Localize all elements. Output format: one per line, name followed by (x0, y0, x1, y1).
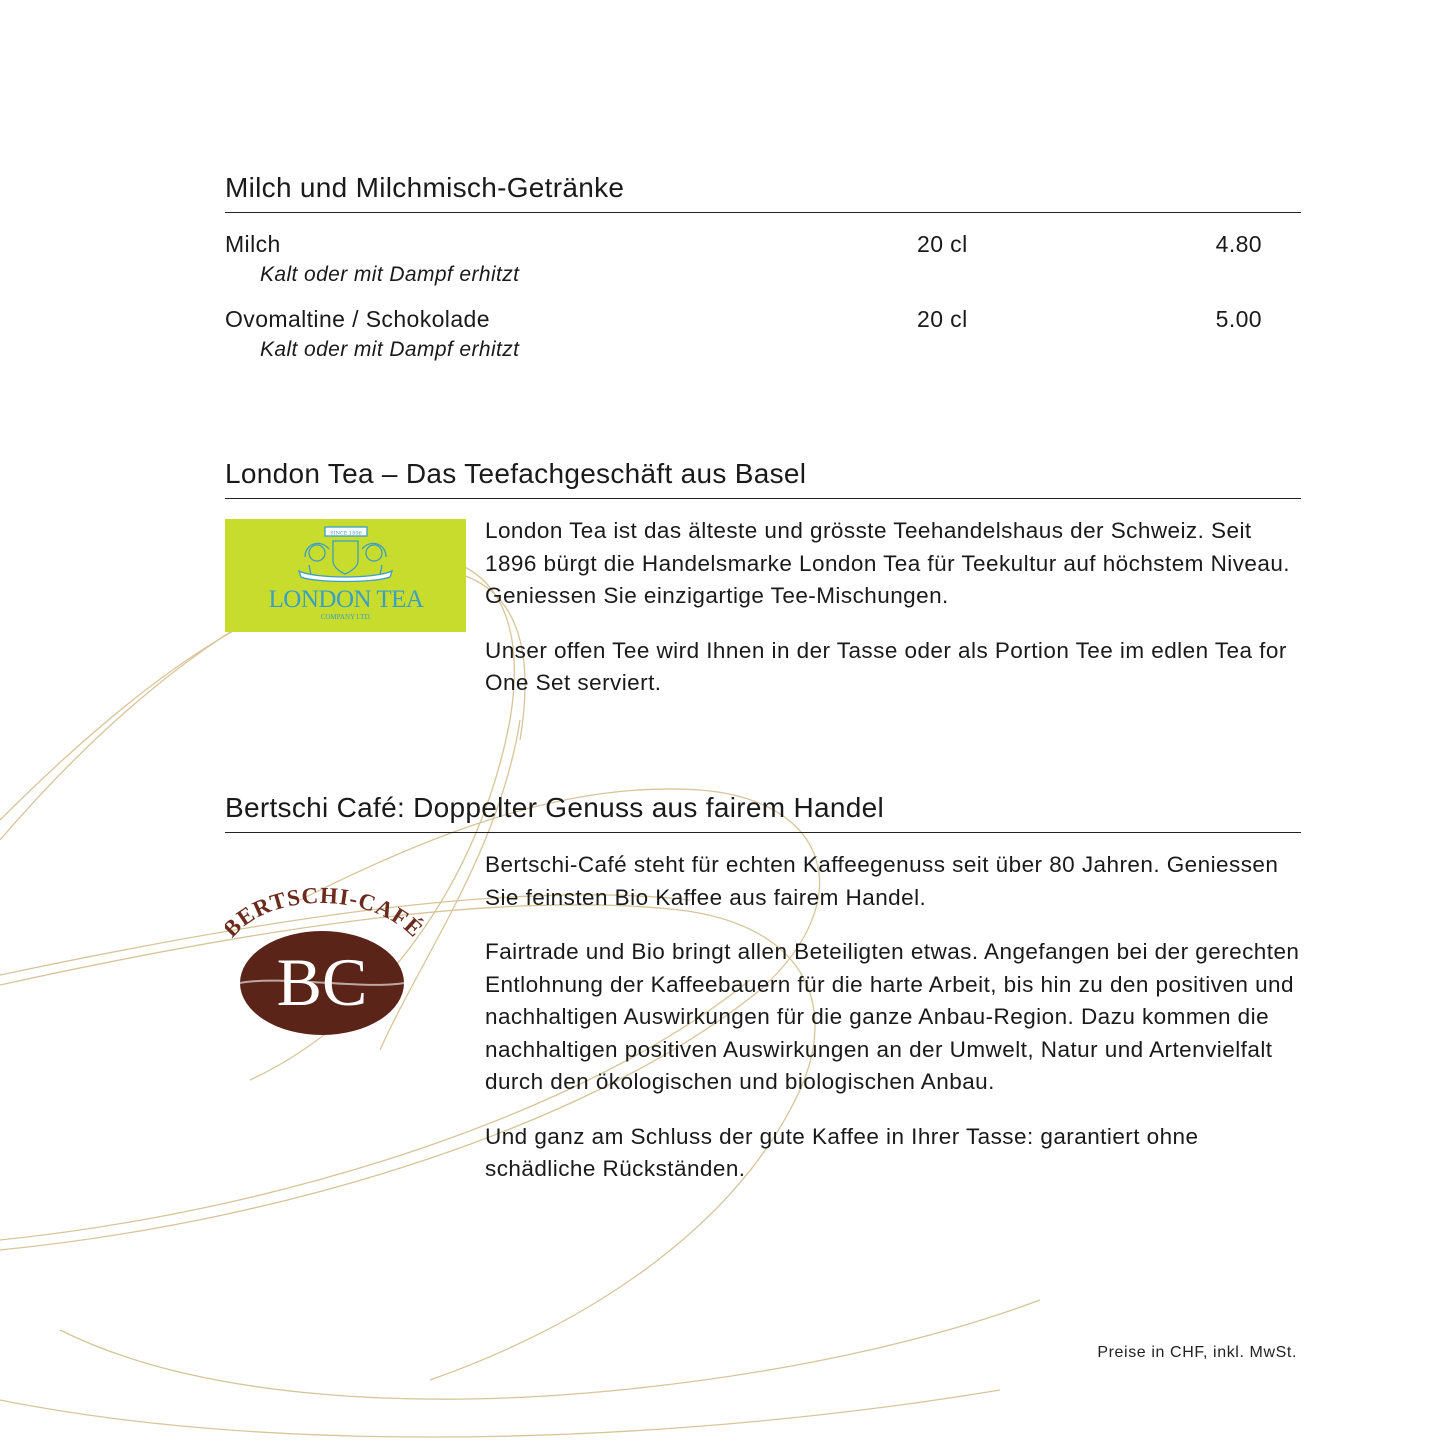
bertschi-coffee-bean-icon (225, 880, 425, 1040)
item-description: Kalt oder mit Dampf erhitzt (260, 263, 520, 286)
item-name: Ovomaltine / Schokolade (225, 306, 490, 332)
menu-item (225, 231, 1301, 303)
svg-text:BERTSCHI-CAFÉ: ERTSCHI-CAF (232, 882, 414, 932)
bertschi-cafe-logo (225, 880, 425, 1040)
paragraph: Unser offen Tee wird Ihnen in der Tasse oder als Portion Tee im edlen Tea for One Set serviert. (485, 637, 1287, 695)
item-price: 5.00 (1215, 306, 1262, 332)
bertschi-description (485, 849, 1305, 1208)
paragraph: Bertschi-Café steht für echten Kaffeegenuss seit über 80 Jahren. Geniessen Sie feinsten Bio Kaffee aus fairem Handel. (485, 852, 1279, 910)
svg-text:SINCE 1896: SINCE 1896 (330, 530, 362, 537)
london-tea-description (485, 515, 1305, 722)
section-title-bertschi: Bertschi Café: Doppelter Genuss aus fairem Handel (225, 792, 1301, 833)
item-price: 4.80 (1215, 231, 1262, 257)
menu-item (225, 306, 1301, 378)
paragraph: London Tea ist das älteste und grösste Teehandelshaus der Schweiz. Seit 1896 bürgt die Handelsmarke London Tea für Teekultur auf höchstem Niveau. Geniessen Sie einzigartige Tee-Mischungen. (485, 518, 1291, 608)
bc-monogram: BC (276, 944, 368, 1020)
section-title-london-tea: London Tea – Das Teefachgeschäft aus Basel (225, 458, 1301, 499)
section-title-milk: Milch und Milchmisch-Getränke (225, 172, 1301, 213)
price-note: Preise in CHF, inkl. MwSt. (1097, 1344, 1297, 1361)
item-description: Kalt oder mit Dampf erhitzt (260, 338, 520, 361)
item-name: Milch (225, 231, 281, 257)
paragraph: Fairtrade und Bio bringt allen Beteiligten etwas. Angefangen bei der gerechten Entlohnung der Kaffeebauern für die harte Arbeit, bis hin zu den positiven und nachhaltigen Auswirkungen für die ganze Anbau-Region. Dazu kommen die nachhaltigen positiven Auswirkungen an der Umwelt, Natur und Artenvielfalt durch den ökologischen und biologischen Anbau. (485, 939, 1300, 1094)
london-tea-subtext: COMPANY LTD. (320, 613, 372, 621)
paragraph: Und ganz am Schluss der gute Kaffee in Ihrer Tasse: garantiert ohne schädliche Rückständen. (485, 1123, 1199, 1181)
item-size: 20 cl (917, 306, 968, 332)
item-size: 20 cl (917, 231, 968, 257)
london-tea-wordmark: LONDON TEA (268, 586, 424, 613)
london-tea-crest-icon (225, 519, 466, 632)
london-tea-logo (225, 519, 466, 632)
